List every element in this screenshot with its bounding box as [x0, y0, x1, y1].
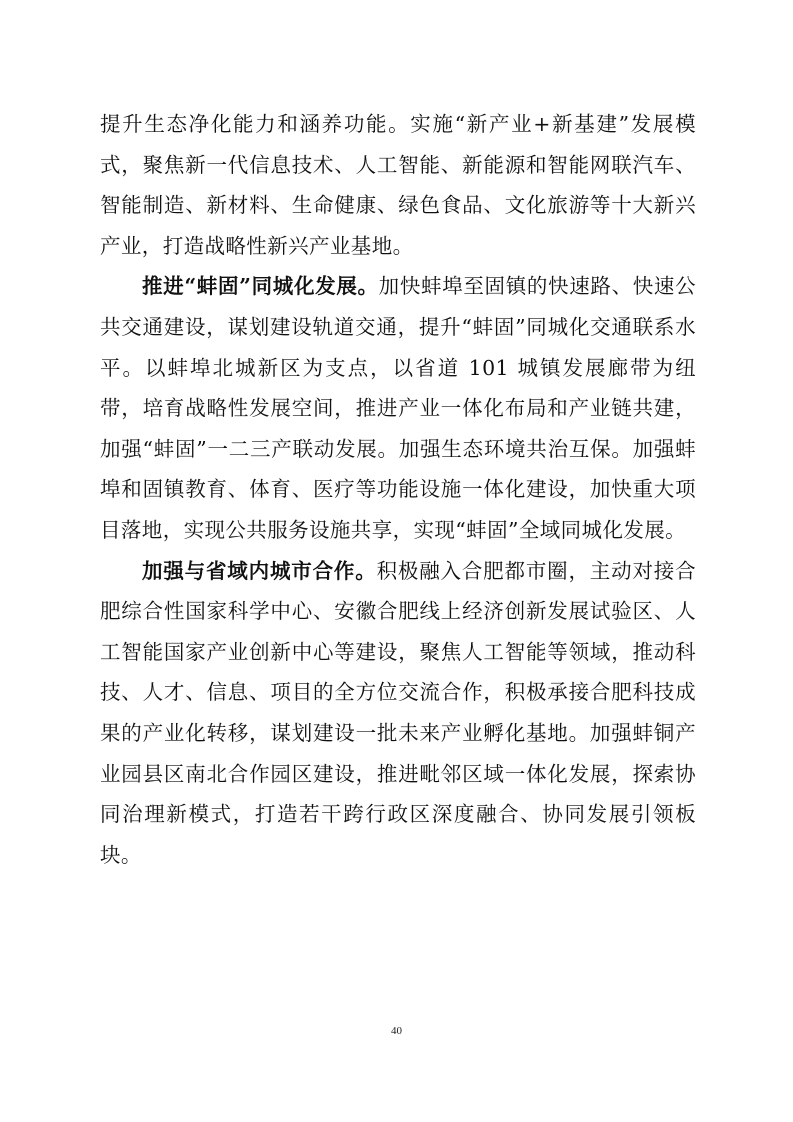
paragraph-ecology — [100, 104, 696, 266]
body-text — [100, 104, 696, 875]
page-number: 40 — [391, 1025, 402, 1037]
paragraph-lead-heading: 推进“蚌固”同城化发展。 — [142, 274, 379, 299]
paragraph-lead-heading: 加强与省域内城市合作。 — [142, 558, 377, 583]
paragraph-province-cooperation — [100, 551, 696, 876]
paragraph-bengu-integration — [100, 266, 696, 550]
paragraph-text: 提升生态净化能力和涵养功能。实施“新产业+新基建”发展模式，聚焦新一代信息技术、人工智能、新能源和智能网联汽车、智能制造、新材料、生命健康、绿色食品、文化旅游等十大新兴产业，打造战略性新兴产业基地。 — [100, 112, 696, 258]
paragraph-text: 积极融入合肥都市圈，主动对接合肥综合性国家科学中心、安徽合肥线上经济创新发展试验区、人工智能国家产业创新中心等建设，聚焦人工智能等领域，推动科技、人才、信息、项目的全方位交流合作，积极承接合肥科技成果的产业化转移，谋划建设一批未来产业孵化基地。加强蚌铜产业园县区南北合作园区建设，推进毗邻区域一体化发展，探索协同治理新模式，打造若干跨行政区深度融合、协同发展引领板块。 — [100, 558, 696, 867]
paragraph-text: 加快蚌埠至固镇的快速路、快速公共交通建设，谋划建设轨道交通，提升“蚌固”同城化交通联系水平。以蚌埠北城新区为支点，以省道 101 城镇发展廊带为纽带，培育战略性发展空间，推进产业一体化布局和产业链共建，加强“蚌固”一二三产联动发展。加强生态环境共治互保。加强蚌埠和固镇教育、体育、医疗等功能设施一体化建设，加快重大项目落地，实现公共服务设施共享，实现“蚌固”全域同城化发展。 — [100, 274, 696, 542]
